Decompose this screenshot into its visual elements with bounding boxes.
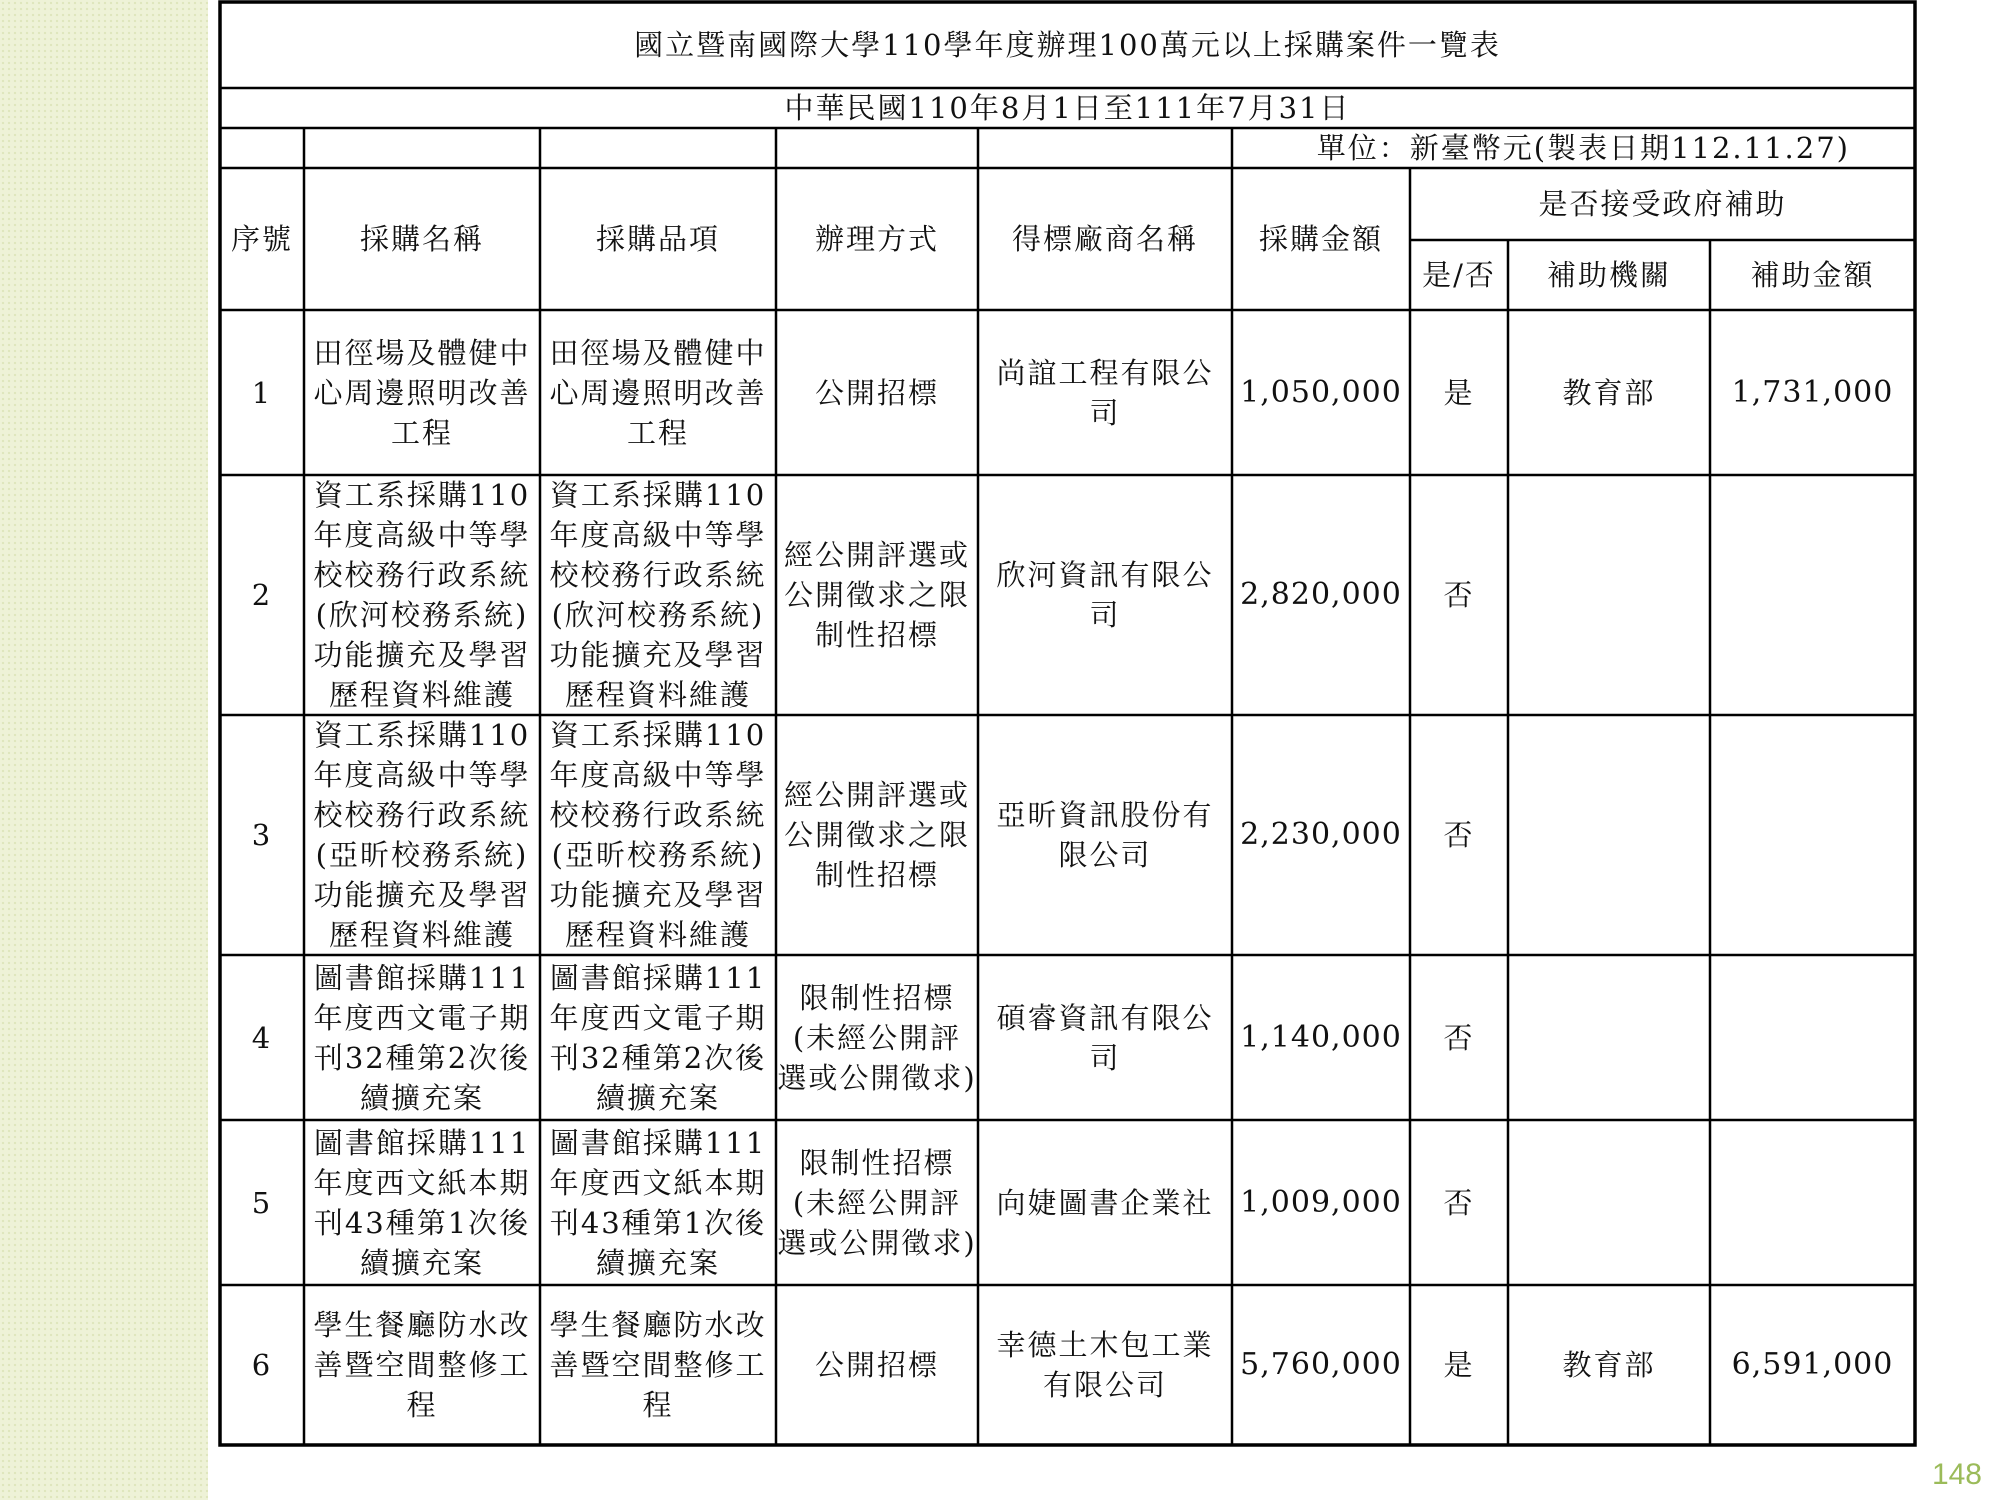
cell-agency	[1508, 715, 1710, 955]
cell-line: 制性招標	[814, 858, 939, 892]
cell-subsidy-amount	[1710, 1120, 1915, 1285]
cell-amount: 1,140,000	[1240, 1019, 1402, 1055]
cell-line: 續擴充案	[595, 1245, 720, 1280]
cell-no: 1	[251, 375, 273, 410]
cell-line: 工程	[626, 415, 689, 450]
cell-item	[540, 310, 776, 475]
cell-line: 年度高級中等學	[313, 518, 531, 552]
cell-subsidy-amount	[1710, 715, 1915, 955]
cell-line: 向婕圖書企業社	[996, 1185, 1214, 1220]
cell-line: 年度高級中等學	[549, 518, 767, 552]
header-amount: 採購金額	[1258, 222, 1383, 256]
cell-line: 司	[1089, 1040, 1121, 1075]
header-no: 序號	[230, 222, 293, 256]
cell-name	[304, 715, 540, 955]
cell-line: 歷程資料維護	[564, 918, 751, 952]
header-subsidy-amount: 補助金額	[1750, 258, 1875, 292]
page-number: 148	[1931, 1458, 1982, 1491]
cell-line: 刊32種第2次後	[549, 1040, 767, 1075]
cell-method	[776, 475, 978, 715]
cell-line: 刊32種第2次後	[313, 1040, 531, 1075]
cell-method	[776, 1285, 978, 1445]
header-subsidy-group: 是否接受政府補助	[1538, 187, 1787, 221]
cell-yes-no: 是	[1443, 375, 1475, 410]
cell-line: 校校務行政系統	[313, 798, 531, 832]
cell-subsidy-amount: 6,591,000	[1731, 1347, 1894, 1382]
cell-vendor	[978, 310, 1232, 475]
cell-vendor	[978, 1285, 1232, 1445]
cell-name	[304, 1285, 540, 1445]
cell-no: 6	[251, 1348, 273, 1382]
header-yes-no: 是/否	[1422, 258, 1496, 292]
document-period: 中華民國110年8月1日至111年7月31日	[784, 91, 1351, 125]
cell-subsidy-amount: 1,731,000	[1731, 374, 1894, 410]
cell-line: 欣河資訊有限公	[996, 558, 1214, 592]
cell-method	[776, 715, 978, 955]
cell-line: 功能擴充及學習	[313, 878, 531, 912]
cell-agency: 教育部	[1562, 375, 1656, 410]
cell-line: 年度西文電子期	[549, 1000, 767, 1035]
cell-vendor	[978, 715, 1232, 955]
cell-amount: 2,230,000	[1240, 817, 1402, 852]
cell-line: 善暨空間整修工	[313, 1348, 531, 1382]
cell-amount: 1,009,000	[1240, 1184, 1402, 1220]
cell-line: 公開徵求之限	[783, 818, 970, 852]
cell-agency	[1508, 1120, 1710, 1285]
cell-line: (欣河校務系統)	[551, 598, 765, 632]
cell-item	[540, 1285, 776, 1445]
cell-line: 幸德土木包工業	[996, 1328, 1214, 1362]
cell-line: 田徑場及體健中	[549, 335, 767, 370]
cell-line: 續擴充案	[595, 1080, 720, 1115]
cell-line: 工程	[390, 415, 453, 450]
cell-no: 2	[251, 578, 273, 612]
cell-no: 3	[251, 818, 273, 852]
cell-line: 功能擴充及學習	[549, 878, 767, 912]
cell-name	[304, 955, 540, 1120]
cell-line: 年度高級中等學	[313, 758, 531, 792]
cell-vendor	[978, 475, 1232, 715]
cell-item	[540, 475, 776, 715]
cell-line: 公開招標	[814, 1348, 939, 1382]
cell-amount: 2,820,000	[1240, 577, 1402, 612]
cell-vendor	[978, 1120, 1232, 1285]
cell-method	[776, 310, 978, 475]
cell-line: 田徑場及體健中	[313, 335, 531, 370]
cell-agency: 教育部	[1562, 1348, 1656, 1382]
cell-line: 亞昕資訊股份有	[996, 798, 1214, 832]
document-title: 國立暨南國際大學110學年度辦理100萬元以上採購案件一覽表	[634, 28, 1501, 62]
cell-line: 資工系採購110	[549, 718, 767, 752]
cell-line: 刊43種第1次後	[313, 1205, 531, 1240]
cell-item	[540, 715, 776, 955]
cell-line: 經公開評選或	[783, 538, 970, 572]
cell-line: (亞昕校務系統)	[551, 838, 765, 872]
cell-line: 圖書館採購111	[549, 1125, 767, 1160]
cell-vendor	[978, 955, 1232, 1120]
cell-line: 選或公開徵求)	[777, 1225, 977, 1260]
header-name: 採購名稱	[359, 222, 484, 256]
cell-line: 尚誼工程有限公	[996, 355, 1214, 390]
cell-line: 資工系採購110	[313, 478, 531, 512]
cell-subsidy-amount	[1710, 475, 1915, 715]
cell-amount: 1,050,000	[1240, 374, 1402, 410]
unit-note: 單位：新臺幣元(製表日期112.11.27)	[1316, 131, 1850, 165]
cell-line: 圖書館採購111	[549, 960, 767, 995]
cell-line: 年度高級中等學	[549, 758, 767, 792]
cell-line: 選或公開徵求)	[777, 1060, 977, 1095]
header-item: 採購品項	[595, 222, 720, 256]
cell-line: (亞昕校務系統)	[315, 838, 529, 872]
cell-line: 年度西文紙本期	[313, 1165, 531, 1200]
cell-line: 限制性招標	[799, 1145, 955, 1180]
cell-line: 續擴充案	[359, 1245, 484, 1280]
cell-name	[304, 475, 540, 715]
cell-line: 功能擴充及學習	[313, 638, 531, 672]
cell-agency	[1508, 475, 1710, 715]
cell-line: 續擴充案	[359, 1080, 484, 1115]
header-vendor: 得標廠商名稱	[1011, 222, 1198, 256]
cell-line: 資工系採購110	[313, 718, 531, 752]
cell-line: 司	[1089, 395, 1121, 430]
cell-line: 年度西文電子期	[313, 1000, 531, 1035]
cell-yes-no: 否	[1443, 1185, 1475, 1220]
cell-line: 心周邊照明改善	[313, 375, 531, 410]
header-agency: 補助機關	[1546, 258, 1671, 292]
cell-line: 善暨空間整修工	[549, 1348, 767, 1382]
cell-line: 程	[642, 1388, 674, 1422]
cell-line: (未經公開評	[792, 1185, 962, 1220]
cell-line: 校校務行政系統	[313, 558, 531, 592]
cell-line: 制性招標	[814, 618, 939, 652]
cell-yes-no: 否	[1443, 1020, 1475, 1055]
cell-line: 資工系採購110	[549, 478, 767, 512]
cell-line: 圖書館採購111	[313, 1125, 531, 1160]
cell-line: 校校務行政系統	[549, 558, 767, 592]
cell-line: 歷程資料維護	[328, 678, 515, 712]
cell-line: 限公司	[1058, 838, 1152, 872]
cell-item	[540, 1120, 776, 1285]
cell-line: 有限公司	[1042, 1368, 1167, 1402]
cell-line: 學生餐廳防水改	[549, 1308, 767, 1342]
cell-amount: 5,760,000	[1240, 1347, 1402, 1382]
cell-method	[776, 1120, 978, 1285]
cell-yes-no: 否	[1443, 818, 1475, 852]
cell-line: (未經公開評	[792, 1020, 962, 1055]
cell-line: 歷程資料維護	[328, 918, 515, 952]
cell-line: 公開招標	[814, 375, 939, 410]
cell-name	[304, 310, 540, 475]
cell-line: 功能擴充及學習	[549, 638, 767, 672]
cell-line: 學生餐廳防水改	[313, 1308, 531, 1342]
cell-line: (欣河校務系統)	[315, 598, 529, 632]
cell-no: 4	[251, 1020, 273, 1055]
cell-line: 圖書館採購111	[313, 960, 531, 995]
cell-name	[304, 1120, 540, 1285]
cell-line: 公開徵求之限	[783, 578, 970, 612]
cell-line: 年度西文紙本期	[549, 1165, 767, 1200]
cell-yes-no: 是	[1443, 1348, 1475, 1382]
cell-method	[776, 955, 978, 1120]
cell-yes-no: 否	[1443, 578, 1475, 612]
header-method: 辦理方式	[814, 222, 939, 256]
cell-line: 碩睿資訊有限公	[996, 1000, 1214, 1035]
cell-line: 司	[1089, 598, 1121, 632]
cell-line: 校校務行政系統	[549, 798, 767, 832]
cell-line: 心周邊照明改善	[549, 375, 767, 410]
cell-item	[540, 955, 776, 1120]
cell-line: 刊43種第1次後	[549, 1205, 767, 1240]
cell-line: 程	[406, 1388, 438, 1422]
cell-subsidy-amount	[1710, 955, 1915, 1120]
cell-no: 5	[251, 1185, 273, 1220]
cell-line: 限制性招標	[799, 980, 955, 1015]
cell-line: 歷程資料維護	[564, 678, 751, 712]
cell-line: 經公開評選或	[783, 778, 970, 812]
cell-agency	[1508, 955, 1710, 1120]
